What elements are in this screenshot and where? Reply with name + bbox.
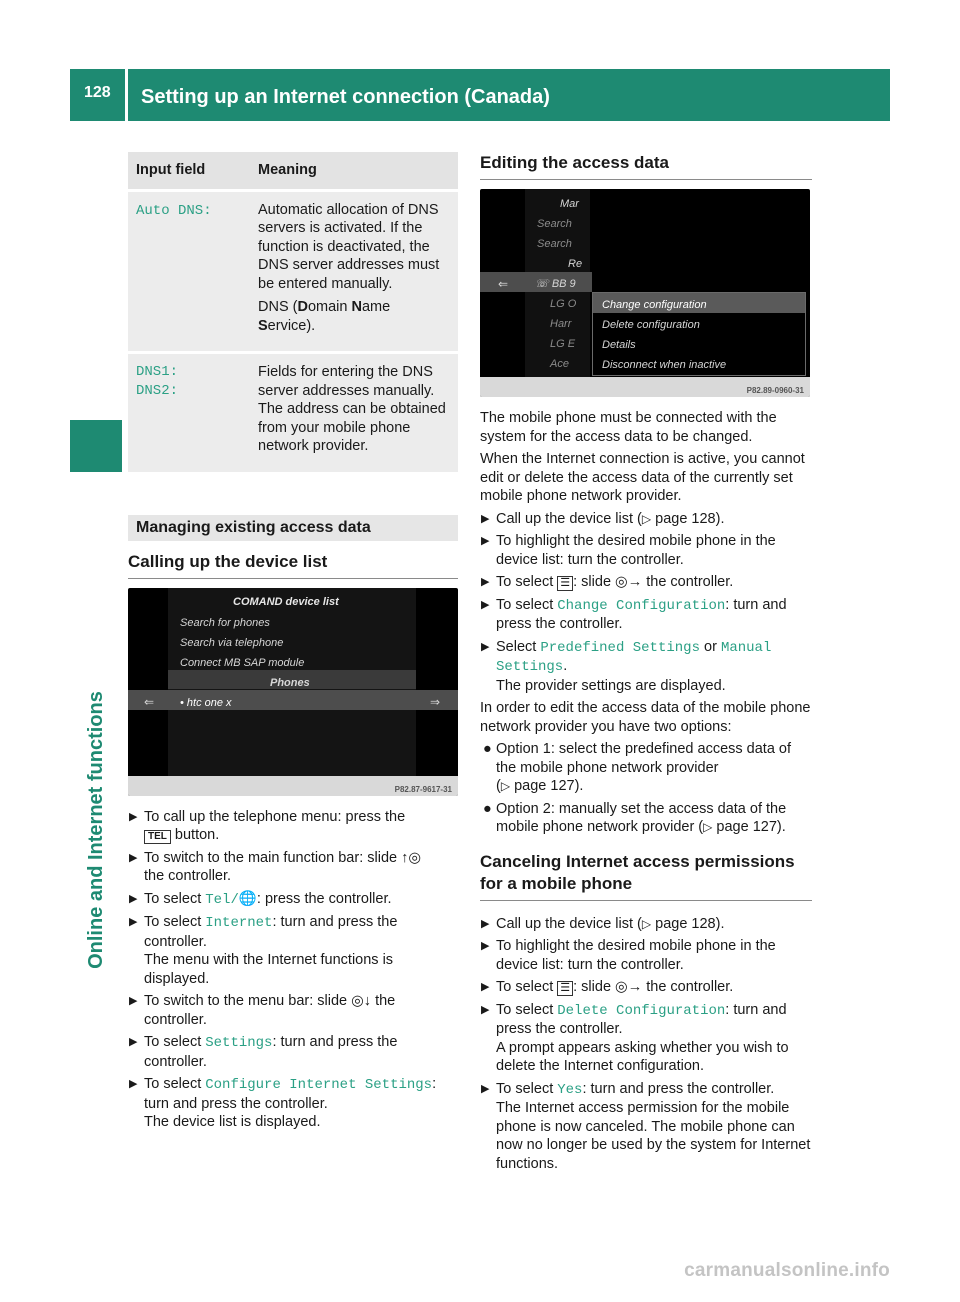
step-item: ▶ To switch to the menu bar: slide ◎↓ the controller. bbox=[129, 993, 396, 1028]
step-item: ▶ To select ☰ : slide ◎→ the controller. bbox=[481, 574, 734, 590]
step-item: ▶ Call up the device list (▷ page 128). bbox=[481, 510, 725, 527]
steps-device-list bbox=[128, 808, 458, 1132]
step-arrow-icon: ▶ bbox=[481, 917, 490, 930]
input-field-table bbox=[128, 152, 458, 475]
screen-menu-item: Connect MB SAP module bbox=[180, 656, 305, 669]
dns-definition: DNS (Domain Name Service). bbox=[258, 299, 391, 334]
steps-canceling bbox=[480, 915, 812, 1174]
step-item: ▶ To select Delete Configuration: turn and press the controller. A prompt appears asking whether you wish to delete the Internet configuration. bbox=[481, 1001, 789, 1074]
step-arrow-icon: ▶ bbox=[129, 1078, 138, 1090]
screen-code: P82.87-9617-31 bbox=[128, 776, 458, 796]
screen-menu-item: Ace bbox=[550, 358, 569, 370]
table-row bbox=[128, 353, 458, 474]
step-item: ▶ To select Internet: turn and press the controller. The menu with the Internet functions is displayed. bbox=[129, 914, 398, 987]
step-arrow-icon: ▶ bbox=[481, 640, 490, 653]
step-item: ▶ To select Settings: turn and press the controller. bbox=[129, 1034, 398, 1070]
tel-key-icon: TEL bbox=[144, 830, 171, 844]
heading-calling-device-list: Calling up the device list bbox=[128, 551, 458, 579]
screen-menu-item: LG E bbox=[550, 338, 576, 350]
table-cell-field bbox=[128, 190, 250, 353]
screen-menu-item: Phones bbox=[270, 676, 310, 689]
right-column bbox=[480, 152, 812, 1177]
table-header-cell: Input field bbox=[128, 152, 250, 190]
step-item: ▶ To select Tel/🌐: press the controller. bbox=[129, 890, 392, 908]
step-arrow-icon: ▶ bbox=[481, 1003, 490, 1016]
menu-icon: ☰ bbox=[557, 981, 573, 996]
step-item: ▶ Call up the device list (▷ page 128). bbox=[481, 915, 725, 932]
context-menu-item: Disconnect when inactive bbox=[602, 359, 727, 371]
screen-menu-item: Search bbox=[537, 218, 572, 230]
table-header-row bbox=[128, 152, 458, 190]
step-item: ▶ Select Predefined Settings or Manual Settings. The provider settings are displayed. bbox=[481, 638, 772, 694]
table-cell-meaning bbox=[250, 190, 458, 353]
step-arrow-icon: ▶ bbox=[481, 1082, 490, 1095]
step-item: ▶ To select ☰ : slide ◎→ the controller. bbox=[481, 979, 734, 995]
heading-canceling-permissions: Canceling Internet access permissions for a mobile phone bbox=[480, 851, 812, 901]
step-arrow-icon: ▶ bbox=[481, 981, 490, 993]
option-item: ● Option 1: select the predefined access data of the mobile phone network provider (▷ page 127). bbox=[483, 741, 792, 794]
header-divider bbox=[125, 69, 128, 121]
step-arrow-icon: ▶ bbox=[481, 512, 490, 525]
screen-menu-item: Re bbox=[568, 258, 583, 270]
step-item: ▶ To highlight the desired mobile phone in the device list: turn the controller. bbox=[481, 533, 776, 568]
screen-phone-entry: • htc one x bbox=[180, 696, 232, 709]
page-ref-icon: ▷ bbox=[641, 916, 652, 931]
step-arrow-icon: ▶ bbox=[481, 576, 490, 588]
side-tab-marker bbox=[70, 420, 122, 472]
table-cell-field bbox=[128, 353, 250, 474]
section-band-managing: Managing existing access data bbox=[128, 515, 458, 541]
heading-editing-access-data: Editing the access data bbox=[480, 152, 812, 180]
controller-slide-right-icon: ◎→ bbox=[615, 979, 643, 995]
screen-menu-item: Mar bbox=[560, 198, 579, 210]
device-list-screenshot bbox=[128, 588, 458, 796]
phone-icon: ☏ bbox=[535, 278, 549, 290]
watermark: carmanualsonline.info bbox=[684, 1260, 890, 1281]
screen-highlight-bar bbox=[128, 690, 458, 710]
editing-body bbox=[480, 409, 812, 837]
screen-menu-item: Search bbox=[537, 238, 572, 250]
context-menu-item: Delete configuration bbox=[602, 319, 700, 331]
field-dns2: DNS2: bbox=[136, 382, 179, 399]
meaning-text: Fields for entering the DNS server addresses manually. The address can be obtained from your mobile phone network provider. bbox=[258, 364, 446, 454]
step-arrow-icon: ▶ bbox=[129, 1036, 138, 1048]
screen-menu-item: Search via telephone bbox=[180, 636, 284, 649]
controller-slide-up-icon: ↑◎ bbox=[401, 849, 422, 866]
editing-screenshot bbox=[480, 189, 810, 397]
step-item: ▶ To call up the telephone menu: press the TEL button. bbox=[129, 808, 406, 843]
paragraph: When the Internet connection is active, you cannot edit or delete the access data of the currently set mobile phone network provider. bbox=[480, 451, 805, 504]
arrow-right-icon: ⇒ bbox=[430, 694, 441, 709]
option-item: ● Option 2: manually set the access data of the mobile phone network provider (▷ page 127). bbox=[483, 800, 787, 835]
step-item: ▶ To highlight the desired mobile phone in the device list: turn the controller. bbox=[481, 938, 776, 973]
context-menu-item: Details bbox=[602, 339, 636, 351]
back-icon: ⇐ bbox=[144, 694, 155, 709]
step-arrow-icon: ▶ bbox=[481, 535, 490, 547]
step-arrow-icon: ▶ bbox=[129, 916, 138, 928]
globe-icon: 🌐 bbox=[238, 890, 257, 907]
step-item: ▶ To select Configure Internet Settings: turn and press the controller. The device list is displayed. bbox=[129, 1076, 437, 1130]
step-item: ▶ To select Yes: turn and press the controller. The Internet access permission for the mobile phone is now canceled. The mobile phone can now no longer be used by the system for Internet functions. bbox=[481, 1080, 811, 1172]
step-arrow-icon: ▶ bbox=[129, 851, 138, 864]
menu-icon: ☰ bbox=[557, 576, 573, 591]
screen-phone-entry: ☏ BB 9 bbox=[535, 278, 576, 290]
screen-menu-item: Harr bbox=[550, 318, 572, 330]
back-icon: ⇐ bbox=[498, 277, 509, 291]
paragraph: The mobile phone must be connected with the system for the access data to be changed. bbox=[480, 410, 777, 445]
step-item: ▶ To switch to the main function bar: slide ↑◎ the controller. bbox=[129, 849, 422, 884]
field-auto-dns: Auto DNS: bbox=[136, 202, 212, 219]
field-dns1: DNS1: bbox=[136, 364, 179, 380]
screen-code: P82.89-0960-31 bbox=[480, 377, 810, 397]
context-menu-item: Change configuration bbox=[602, 299, 707, 311]
bullet-icon: ● bbox=[483, 741, 492, 757]
step-arrow-icon: ▶ bbox=[129, 810, 138, 823]
left-column bbox=[128, 152, 458, 1136]
screen-menu-item: Search for phones bbox=[180, 616, 270, 629]
page-ref-icon: ▷ bbox=[641, 511, 652, 526]
bullet-icon: ● bbox=[483, 800, 492, 817]
step-item: ▶ To select Change Configuration: turn and press the controller. bbox=[481, 596, 787, 632]
meaning-text: Automatic allocation of DNS servers is activated. If the function is deactivated, the DNS server addresses must be entered manually. bbox=[258, 201, 440, 292]
step-arrow-icon: ▶ bbox=[129, 892, 138, 905]
table-row bbox=[128, 190, 458, 353]
screen-menu-item: LG O bbox=[550, 298, 577, 310]
step-arrow-icon: ▶ bbox=[481, 598, 490, 611]
page-ref-icon: ▷ bbox=[500, 779, 511, 793]
screen-title: COMAND device list bbox=[233, 595, 339, 608]
controller-slide-down-icon: ◎↓ bbox=[351, 993, 372, 1009]
page-number: 128 bbox=[84, 84, 111, 101]
paragraph: In order to edit the access data of the mobile phone network provider you have two options: bbox=[480, 700, 811, 735]
controller-slide-right-icon: ◎→ bbox=[615, 574, 643, 590]
side-tab-label: Online and Internet functions bbox=[84, 691, 107, 969]
step-arrow-icon: ▶ bbox=[129, 995, 138, 1007]
page-title: Setting up an Internet connection (Canada) bbox=[141, 86, 550, 108]
step-arrow-icon: ▶ bbox=[481, 940, 490, 952]
table-cell-meaning bbox=[250, 353, 458, 474]
table-header-cell: Meaning bbox=[250, 152, 458, 190]
page-ref-icon: ▷ bbox=[703, 820, 713, 834]
